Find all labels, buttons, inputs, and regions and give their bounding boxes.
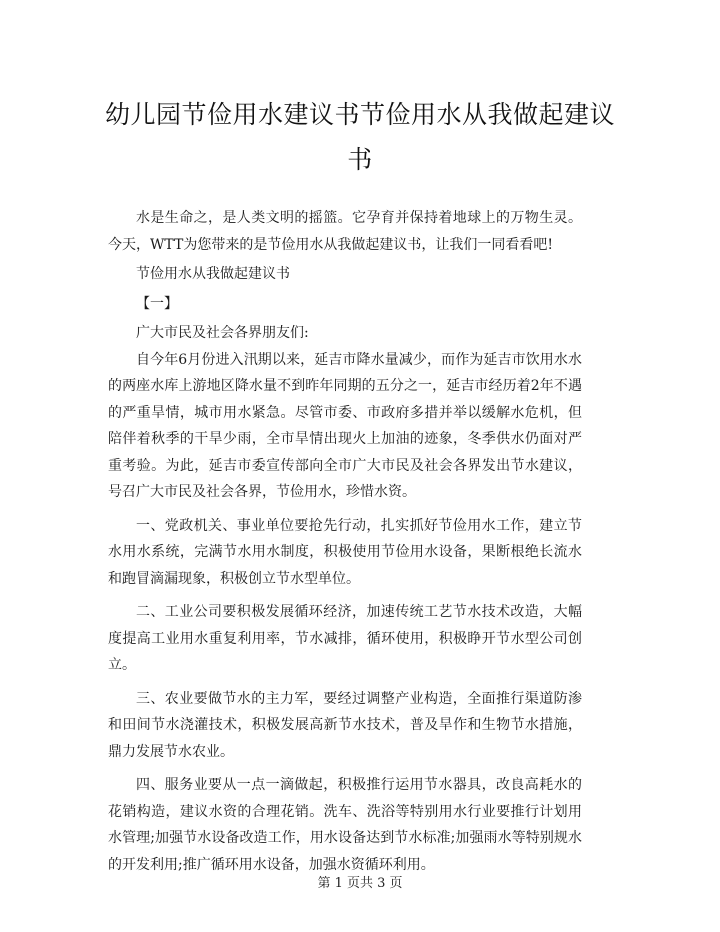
- document-title-line-1: 幼儿园节俭用水建议书节俭用水从我做起建议: [104, 100, 615, 129]
- background-paragraph: 自今年6月份进入汛期以来，延吉市降水量减少，而作为延吉市饮用水水的两座水库上游地区降水量不到昨年同期的五分之一，延吉市经历着2年不遇的严重旱情，城市用水紧急。尽管市委、市政府多措并举以缓解水危机，但陪伴着秋季的干旱少雨，全市旱情出现火上加油的迹象，冬季供水仍面对严重考验。为此，延吉市委宣传部向全市广大市民及社会各界发出节水建议，号召广大市民及社会各界，节俭用水，珍惜水资。: [108, 351, 582, 500]
- proposal-item-2: 二、工业公司要积极发展循环经济，加速传统工艺节水技术改造，大幅度提高工业用水重复利用率，节水减排，循环使用，积极睁开节水型公司创立。: [108, 604, 582, 673]
- proposal-item-3: 三、农业要做节水的主力军，要经过调整产业构造，全面推行渠道防渗和田间节水浇灌技术，积极发展高新节水技术，普及旱作和生物节水措施，鼎力发展节水农业。: [108, 690, 582, 760]
- proposal-item-1: 一、党政机关、事业单位要抢先行动，扎实抓好节俭用水工作，建立节水用水系统，完满节水用水制度，积极使用节俭用水设备，果断根绝长流水和跑冒滴漏现象，积极创立节水型单位。: [108, 517, 582, 587]
- intro-paragraph: 水是生命之，是人类文明的摇篮。它孕育并保持着地球上的万物生灵。今天，WTT为您带来的是节俭用水从我做起建议书，让我们一同看看吧!: [108, 210, 582, 253]
- page-number-footer: 第 1 页共 3 页: [317, 876, 403, 891]
- section-marker: 【一】: [136, 295, 178, 312]
- subtitle-paragraph: 节俭用水从我做起建议书: [136, 266, 290, 282]
- document-title-line-2: 书: [347, 145, 373, 174]
- proposal-item-4: 四、服务业要从一点一滴做起，积极推行运用节水器具，改良高耗水的花销构造，建议水资的合理花销。洗车、洗浴等特别用水行业要推行计划用水管理;加强节水设备改造工作，用水设备达到节水标准;加强雨水等特别规水的开发利用;推广循环用水设备，加强水资循环利用。: [108, 777, 582, 873]
- salutation-paragraph: 广大市民及社会各界朋友们:: [136, 325, 309, 341]
- document-body: [108, 205, 582, 878]
